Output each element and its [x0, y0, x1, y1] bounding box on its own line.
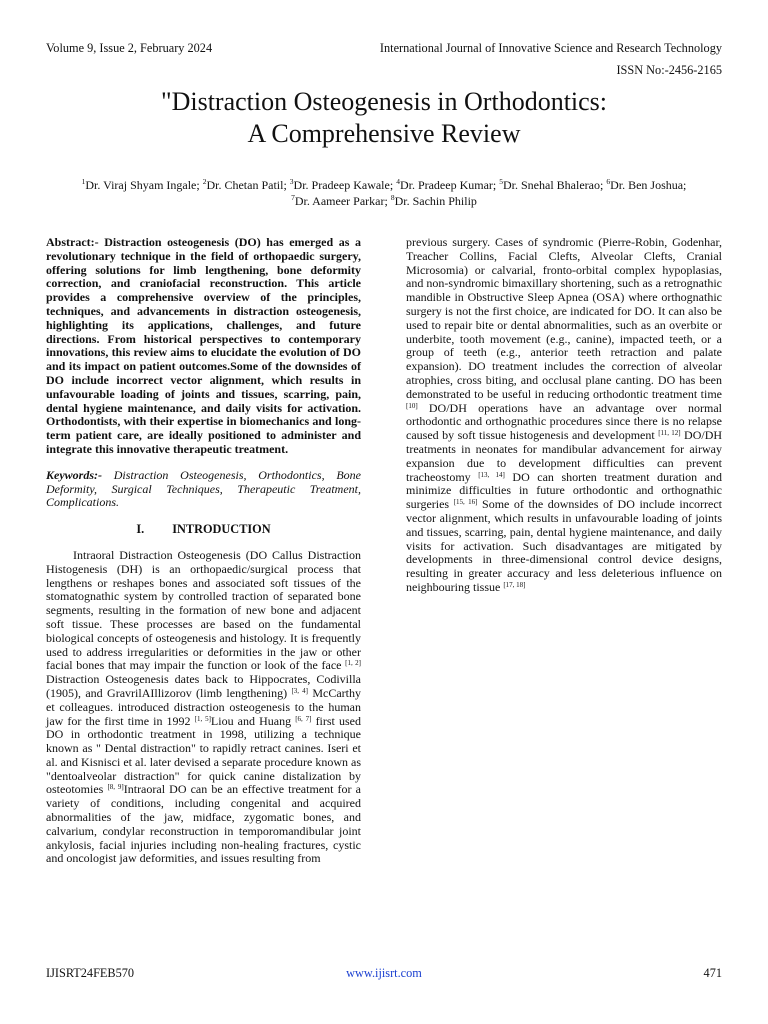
page-number: 471 [703, 966, 722, 980]
section-heading [46, 523, 361, 537]
citation: [8, 9] [107, 783, 124, 792]
citation: [17, 18] [503, 580, 526, 589]
author-affiliation-number: 4 [396, 177, 400, 186]
author-affiliation-number: 7 [291, 192, 295, 202]
citation: [3, 4] [291, 686, 308, 695]
author-6 [606, 178, 686, 192]
intro-text: McCarthy et colleagues. introduced distraction osteogenesis to the human jaw for the first time in 1992 [46, 685, 361, 728]
section-title: INTRODUCTION [172, 522, 271, 537]
author-4 [396, 178, 496, 192]
body-text: Some of the downsides of DO include incorrect vector alignment, which results in unfavourable loading of joints and tissues, scarring, pain, dental hygiene maintenance, and daily visits for activation. Such disadvantages are mitigated by developments in three-dimensional control device designs, resulting in greater accuracy and less deleterious influence on neighbouring tissue [406, 497, 722, 594]
author-affiliation-number: 6 [606, 177, 611, 186]
citation: [1, 5] [194, 714, 211, 723]
author-affiliation-number: 1 [81, 177, 86, 186]
keywords-label: Keywords:- [46, 467, 102, 482]
keywords [46, 469, 361, 510]
author-5 [499, 178, 603, 192]
author-affiliation-number: 2 [202, 177, 207, 186]
body-text: previous surgery. Cases of syndromic (Pierre-Robin, Godenhar, Treacher Collins, Facial Clefts, Alveolar Clefts, Cranial Microsomia) or calvarial, fronto-orbital complex hypoplasias, and non-syndromic bimaxillary shortening, such as a retrognathic mandible in Obstructive Sleep Apnea (OSA) where orthognathic surgery is not the first choice, are indicated for DO. It can also be used to repair bite or dental abnormalities, such as an overbite or underbite, tooth movement (e.g., canine), impacted teeth, or a group of teeth (e.g., anterior teeth retraction and palate expansion). DO treatment includes the correction of alveolar atrophies, cross biting, and occlusal plane canting. DO has been demonstrated to be useful in reducing orthodontic treatment time [406, 235, 722, 401]
author-name: Dr. Viraj Shyam Ingale; [85, 178, 200, 192]
paper-title-line-1: "Distraction Osteogenesis in Orthodontics: [160, 87, 608, 116]
journal-url-link[interactable]: www.ijisrt.com [346, 966, 422, 980]
citation: [11, 12] [658, 429, 681, 438]
author-3 [290, 178, 393, 192]
author-affiliation-number: 3 [289, 177, 294, 186]
section-number: I. [136, 522, 145, 537]
journal-name: International Journal of Innovative Science and Research Technology [379, 41, 722, 55]
introduction-paragraph [46, 549, 361, 866]
body-text: DO can shorten treatment duration and minimize difficulties in future orthodontic and orthognathic surgeries [406, 469, 723, 512]
body-text: DO/DH operations have an advantage over normal orthodontic and orthognathic procedures since there is no relapse caused by soft tissue histogenesis and development [406, 400, 722, 443]
continuation-paragraph [406, 236, 722, 595]
author-name: Dr. Sachin Philip [394, 193, 477, 208]
body-text: DO/DH treatments in neonates for mandibular advancement for airway expansion due to development difficulties can prevent tracheostomy [406, 428, 723, 484]
keywords-text: Distraction Osteogenesis, Orthodontics, Bone Deformity, Surgical Techniques, Therapeutic Treatment, Complications. [46, 467, 361, 510]
author-name: Dr. Pradeep Kawale; [293, 178, 394, 192]
intro-text: Intraoral DO can be an effective treatment for a variety of conditions, including congenital and acquired abnormalities of the jaw, midface, zygomatic bones, and calvarium, condylar reconstruction in temporomandibular joint ankylosis, facial injuries including non-healing fractures, cystic and oncologist jaw deformities, and issues resulting from [46, 782, 361, 866]
author-1 [82, 178, 200, 192]
author-name: Dr. Chetan Patil; [206, 178, 287, 192]
issn-number: ISSN No:-2456-2165 [616, 63, 722, 77]
paper-title-line-2: A Comprehensive Review [247, 119, 521, 148]
abstract: Abstract:- Distraction osteogenesis (DO) has emerged as a revolutionary technique in the field of orthopaedic surgery, offering solutions for limb lengthening, bone deformity correction, and craniofacial reconstruction. This article provides a comprehensive overview of the principles, techniques, and advancements in distraction osteogenesis, highlighting its applications, challenges, and future directions. From historical perspectives to contemporary innovations, this review aims to elucidate the evolution of DO and its impact on patient outcomes.Some of the downsides of DO include incorrect vector alignment, which results in unfavourable loading of joints and tissues, scarring, pain, dental hygiene maintenance, and daily visits for activation. Orthodontists, with their expertise in biomechanics and long-term patient care, are ideally positioned to administer and integrate this innovative therapeutic treatment. [46, 235, 361, 456]
left-column [46, 236, 361, 866]
intro-text: first used DO in orthodontic treatment in 1998, utilizing a technique known as " Dental distraction" to rapidly retract canines. Iseri et al. and Kisnisci et al. later devised a separate procedure known as "dentoalveolar distraction" for quick canine distalization by osteotomies [46, 713, 361, 797]
author-name: Dr. Ben Joshua; [610, 178, 687, 192]
journal-volume-issue: Volume 9, Issue 2, February 2024 [46, 41, 213, 55]
author-8 [391, 194, 477, 208]
author-name: Dr. Pradeep Kumar; [399, 178, 497, 192]
intro-text: Liou and Huang [210, 713, 296, 728]
author-name: Dr. Aameer Parkar; [294, 193, 388, 208]
author-7 [291, 194, 388, 208]
intro-text: Intraoral Distraction Osteogenesis (DO Callus Distraction Histogenesis (DH) is an orthopaedic/surgical process that lengthens or reshapes bones and associated soft tissues of the stomatognathic system by controlled traction of separated bone segments, resulting in the formation of new bone and adjacent soft tissue. These processes are based on the fundamental biological concepts of osteogenesis and histology. It is frequently used to address irregularities or deformities in the jaw or other facial bones that may impair the function or look of the face [46, 547, 361, 673]
citation: [13, 14] [478, 470, 505, 479]
paper-title [0, 86, 768, 150]
right-column [406, 236, 722, 595]
article-code: IJISRT24FEB570 [46, 966, 135, 980]
author-affiliation-number: 5 [499, 177, 503, 186]
citation: [1, 2] [345, 659, 361, 668]
citation: [10] [406, 401, 418, 410]
author-2 [203, 178, 287, 192]
citation: [15, 16] [453, 498, 478, 507]
author-affiliation-number: 8 [390, 192, 395, 202]
intro-text: Distraction Osteogenesis dates back to Hippocrates, Codivilla (1905), and GravrilAIllizorov (limb lengthening) [46, 672, 361, 700]
citation: [6, 7] [295, 714, 312, 723]
author-list [40, 178, 728, 209]
author-name: Dr. Snehal Bhalerao; [503, 178, 604, 192]
